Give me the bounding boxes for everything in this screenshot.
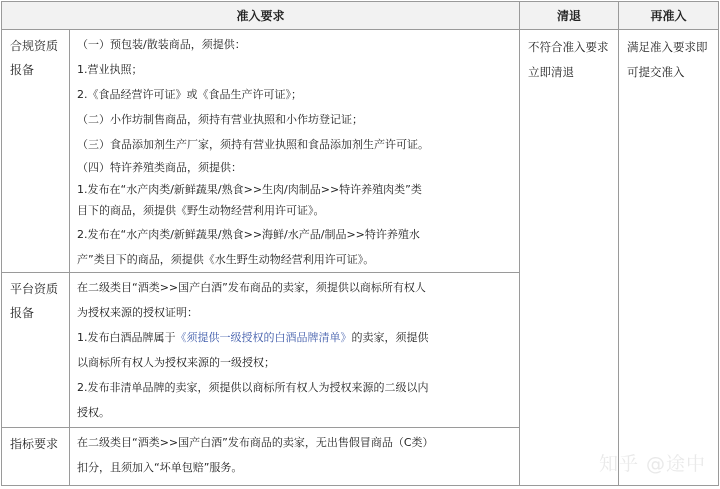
list-item: （四）特许养殖类商品，须提供： [77,161,242,174]
clear-cell: 不符合准入要求立即清退 [520,30,619,486]
readmit-cell: 满足准入要求即可提交准入 [619,30,719,486]
list-item: 在二级类目“酒类>>国产白酒”发布商品的卖家，须提供以商标所有权人 [77,280,426,294]
requirements-table [1,1,719,486]
row-content [70,30,520,273]
table-header-row [2,2,719,30]
list-item: 1.发布在“水产肉类/新鲜蔬果/熟食>>生肉/肉制品>>特许养殖肉类”类 [77,182,422,196]
watermark: 知乎 @途中 [598,453,706,475]
text-prefix: 1.发布白酒品牌属于 [77,330,176,344]
list-item: 2.发布在“水产肉类/新鲜蔬果/熟食>>海鲜/水产品/制品>>特许养殖水 [77,227,420,241]
row-content [70,427,520,485]
row-category: 平台资质报备 [2,272,70,427]
text-suffix: 的卖家，须提供 [351,330,429,344]
list-item: 1.营业执照； [77,63,143,76]
table-row [2,30,719,273]
list-item: 扣分，且须加入“坏单包赔”服务。 [77,460,243,474]
list-item [77,325,513,350]
list-item: 授权。 [77,405,110,419]
list-item: 2.《食品经营许可证》或《食品生产许可证》； [77,88,302,101]
header-readmit: 再准入 [619,2,719,30]
row-category: 合规资质报备 [2,30,70,273]
brand-list-link[interactable]: 《须提供一级授权的白酒品牌清单》 [175,330,352,344]
header-clear: 清退 [520,2,619,30]
list-item: （一）预包装/散装商品，须提供： [77,38,246,51]
list-item: 以商标所有权人为授权来源的一级授权； [77,355,275,369]
list-item: 在二级类目“酒类>>国产白酒”发布商品的卖家，无出售假冒商品（C类） [77,435,434,449]
list-item: （二）小作坊制售商品，须持有营业执照和小作坊登记证； [77,113,363,126]
row-category: 指标要求 [2,427,70,485]
list-item: 产”类目下的商品，须提供《水生野生动物经营利用许可证》。 [77,252,375,266]
list-item: （三）食品添加剂生产厂家，须持有营业执照和食品添加剂生产许可证。 [77,138,429,151]
header-requirements: 准入要求 [2,2,520,30]
row-content [70,272,520,427]
list-item: 目下的商品，须提供《野生动物经营利用许可证》。 [77,204,325,217]
list-item: 为授权来源的授权证明： [77,305,198,319]
list-item: 2.发布非清单品牌的卖家，须提供以商标所有权人为授权来源的二级以内 [77,380,429,394]
